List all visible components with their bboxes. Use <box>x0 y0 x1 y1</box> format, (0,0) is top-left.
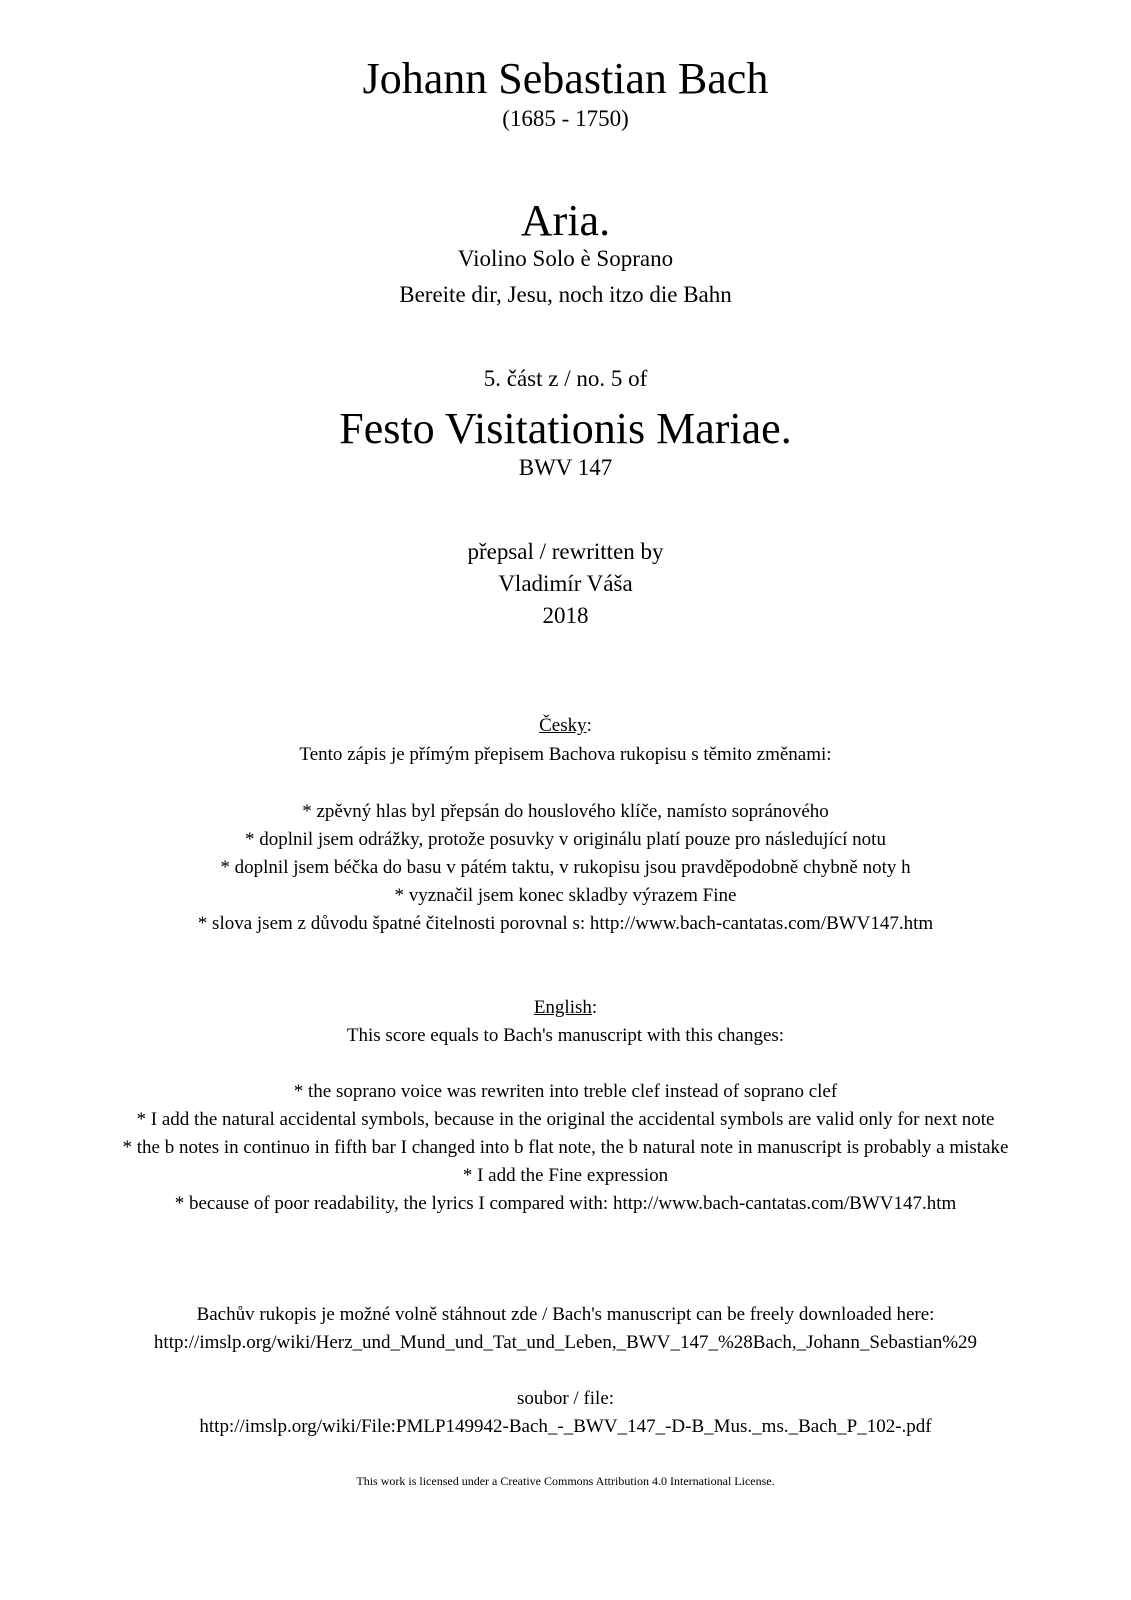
czech-note: * vyznačil jsem konec skladby výrazem Fine <box>394 885 737 906</box>
aria-title: Aria. <box>520 196 611 245</box>
voices-subtitle: Violino Solo è Soprano <box>457 246 674 271</box>
english-heading-text: English <box>533 997 592 1018</box>
english-note: * because of poor readability, the lyrics I compared with: http://www.bach-cantatas.com/BWV147.htm <box>174 1193 957 1214</box>
english-intro: This score equals to Bach's manuscript with this changes: <box>346 1025 785 1046</box>
czech-note: * slova jsem z důvodu špatné čitelnosti porovnal s: http://www.bach-cantatas.com/BWV147.htm <box>197 913 934 934</box>
manuscript-text: Bachův rukopis je možné volně stáhnout zde / Bach's manuscript can be freely downloaded here: <box>196 1304 935 1325</box>
cantata-title: Festo Visitationis Mariae. <box>339 404 792 453</box>
rewrite-year: 2018 <box>542 603 589 628</box>
aria-incipit: Bereite dir, Jesu, noch itzo die Bahn <box>399 282 732 307</box>
czech-note: * doplnil jsem béčka do basu v pátém taktu, v rukopisu jsou pravděpodobně chybně noty h <box>220 857 911 878</box>
part-of-label: 5. část z / no. 5 of <box>483 366 648 391</box>
composer-name: Johann Sebastian Bach <box>362 54 769 103</box>
english-note: * I add the Fine expression <box>462 1165 669 1186</box>
czech-heading-text: Česky <box>539 715 587 736</box>
file-link: http://imslp.org/wiki/File:PMLP149942-Bach_-_BWV_147_-D-B_Mus._ms._Bach_P_102-.pdf <box>199 1416 932 1437</box>
english-heading <box>0 998 1131 1017</box>
composer-dates: (1685 - 1750) <box>502 106 629 131</box>
english-heading-colon: : <box>591 997 598 1018</box>
czech-heading-colon: : <box>586 715 592 736</box>
english-note: * the soprano voice was rewriten into treble clef instead of soprano clef <box>293 1081 838 1102</box>
czech-note: * doplnil jsem odrážky, protože posuvky v originálu platí pouze pro následující notu <box>245 829 886 850</box>
manuscript-link: http://imslp.org/wiki/Herz_und_Mund_und_Tat_und_Leben,_BWV_147_%28Bach,_Johann_Sebastian%29 <box>153 1332 978 1353</box>
english-note: * I add the natural accidental symbols, because in the original the accidental symbols are valid only for next note <box>136 1109 995 1130</box>
czech-note: * zpěvný hlas byl přepsán do houslového klíče, namísto sopránového <box>302 801 829 822</box>
bwv-number: BWV 147 <box>518 455 613 480</box>
rewriter-name: Vladimír Váša <box>498 571 633 596</box>
license-notice: This work is licensed under a Creative Commons Attribution 4.0 International License. <box>356 1474 775 1488</box>
czech-heading <box>0 716 1131 735</box>
rewritten-by-label: přepsal / rewritten by <box>467 539 664 564</box>
file-label: soubor / file: <box>516 1388 615 1409</box>
czech-intro: Tento zápis je přímým přepisem Bachova rukopisu s těmito změnami: <box>299 744 832 765</box>
english-note: * the b notes in continuo in fifth bar I changed into b flat note, the b natural note in manuscript is probably a mistake <box>122 1137 1009 1158</box>
